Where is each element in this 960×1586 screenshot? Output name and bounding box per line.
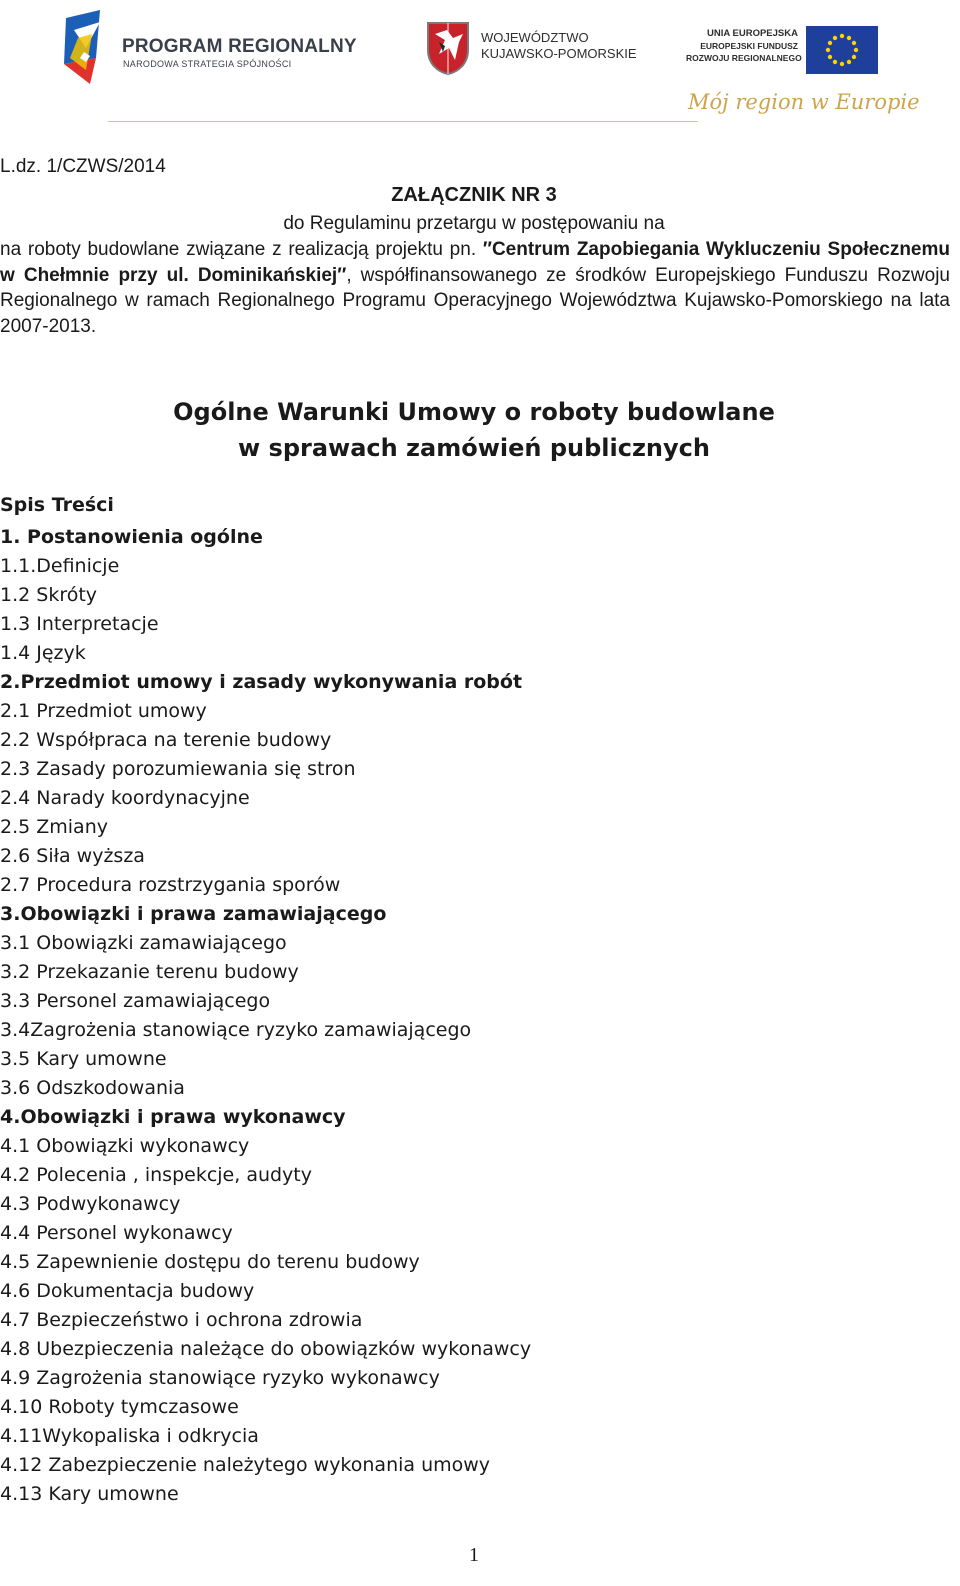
toc-entry: 3.3 Personel zamawiającego	[0, 990, 271, 1012]
eu-logo	[686, 26, 886, 76]
eu-logo-text	[686, 28, 802, 64]
eu-flag-icon	[806, 26, 878, 74]
toc-entry: 4.2 Polecenia , inspekcje, audyty	[0, 1164, 312, 1186]
intro-text-part2: , współfinansowanego ze środków Europejskiego Funduszu Rozwoju Regionalnego w ramach Regionalnego Programu Operacyjnego Województwa Kujawsko-Pomorskiego na lata 2007-2013.	[0, 264, 950, 337]
eu-logo-line3: ROZWOJU REGIONALNEGO	[686, 53, 802, 63]
program-regionalny-emblem-icon	[60, 8, 112, 88]
eu-logo-line1: UNIA EUROPEJSKA	[707, 28, 798, 39]
wojewodztwo-line2: KUJAWSKO-POMORSKIE	[481, 46, 637, 61]
toc-entry: 3.4Zagrożenia stanowiące ryzyko zamawiającego	[0, 1019, 472, 1041]
attachment-subtitle: do Regulaminu przetargu w postępowaniu na	[283, 213, 665, 234]
wojewodztwo-line1: WOJEWÓDZTWO	[481, 30, 589, 45]
toc-entry: 4.1 Obowiązki wykonawcy	[0, 1135, 250, 1157]
toc-entry: 3.6 Odszkodowania	[0, 1077, 185, 1099]
toc-entry: 4.9 Zagrożenia stanowiące ryzyko wykonawcy	[0, 1367, 440, 1389]
intro-paragraph	[0, 237, 950, 339]
page-number: 1	[469, 1544, 479, 1566]
toc-entry: 3.1 Obowiązki zamawiającego	[0, 932, 287, 954]
region-tagline: Mój region w Europie	[688, 90, 920, 114]
header-logos	[0, 0, 960, 140]
toc-entry: 1.4 Język	[0, 642, 86, 664]
toc-entry: 1.2 Skróty	[0, 584, 98, 606]
header-divider	[108, 121, 698, 122]
table-of-contents	[0, 523, 531, 1509]
toc-entry: 2.3 Zasady porozumiewania się stron	[0, 758, 356, 780]
coat-of-arms-icon	[425, 20, 471, 76]
toc-entry: 1.3 Interpretacje	[0, 613, 159, 635]
reference-number: L.dz. 1/CZWS/2014	[0, 156, 166, 177]
toc-entry: 2.4 Narady koordynacyjne	[0, 787, 250, 809]
intro-text-part1: na roboty budowlane związane z realizacją projektu pn.	[0, 239, 483, 260]
toc-entry: 4.6 Dokumentacja budowy	[0, 1280, 255, 1302]
toc-entry: 4.10 Roboty tymczasowe	[0, 1396, 239, 1418]
toc-entry: 4.3 Podwykonawcy	[0, 1193, 181, 1215]
document-title-line2: w sprawach zamówień publicznych	[238, 434, 710, 462]
program-regionalny-title: PROGRAM REGIONALNY	[122, 36, 357, 57]
toc-entry: 4.8 Ubezpieczenia należące do obowiązków wykonawcy	[0, 1338, 532, 1360]
toc-entry: 3.2 Przekazanie terenu budowy	[0, 961, 299, 983]
toc-entry: 2.1 Przedmiot umowy	[0, 700, 207, 722]
attachment-title: ZAŁĄCZNIK NR 3	[391, 184, 557, 206]
toc-section-heading: 2.Przedmiot umowy i zasady wykonywania robót	[0, 671, 523, 693]
toc-entry: 3.5 Kary umowne	[0, 1048, 167, 1070]
toc-entry: 2.6 Siła wyższa	[0, 845, 145, 867]
toc-entry: 2.7 Procedura rozstrzygania sporów	[0, 874, 341, 896]
wojewodztwo-logo	[425, 20, 635, 80]
toc-entry: 4.13 Kary umowne	[0, 1483, 179, 1505]
program-regionalny-subtitle: NARODOWA STRATEGIA SPÓJNOŚCI	[123, 59, 292, 69]
toc-entry: 4.5 Zapewnienie dostępu do terenu budowy	[0, 1251, 420, 1273]
toc-section-heading: 4.Obowiązki i prawa wykonawcy	[0, 1106, 346, 1128]
toc-entry: 2.2 Współpraca na terenie budowy	[0, 729, 332, 751]
toc-entry: 4.12 Zabezpieczenie należytego wykonania umowy	[0, 1454, 491, 1476]
toc-entry: 4.7 Bezpieczeństwo i ochrona zdrowia	[0, 1309, 363, 1331]
document-title	[0, 394, 948, 466]
eu-logo-line2: EUROPEJSKI FUNDUSZ	[700, 41, 798, 51]
project-name: ″Centrum Zapobiegania Wykluczeniu Społecznemu w Chełmnie przy ul. Dominikańskiej″	[0, 239, 950, 286]
toc-entry: 1.1.Definicje	[0, 555, 120, 577]
wojewodztwo-name	[481, 30, 637, 62]
document-title-line1: Ogólne Warunki Umowy o roboty budowlane	[173, 398, 775, 426]
toc-entry: 4.11Wykopaliska i odkrycia	[0, 1425, 259, 1447]
toc-entry: 2.5 Zmiany	[0, 816, 108, 838]
program-regionalny-logo	[60, 8, 360, 88]
toc-section-heading: 3.Obowiązki i prawa zamawiającego	[0, 903, 387, 925]
toc-heading: Spis Treści	[0, 494, 114, 516]
toc-entry: 4.4 Personel wykonawcy	[0, 1222, 233, 1244]
toc-section-heading: 1. Postanowienia ogólne	[0, 526, 263, 548]
